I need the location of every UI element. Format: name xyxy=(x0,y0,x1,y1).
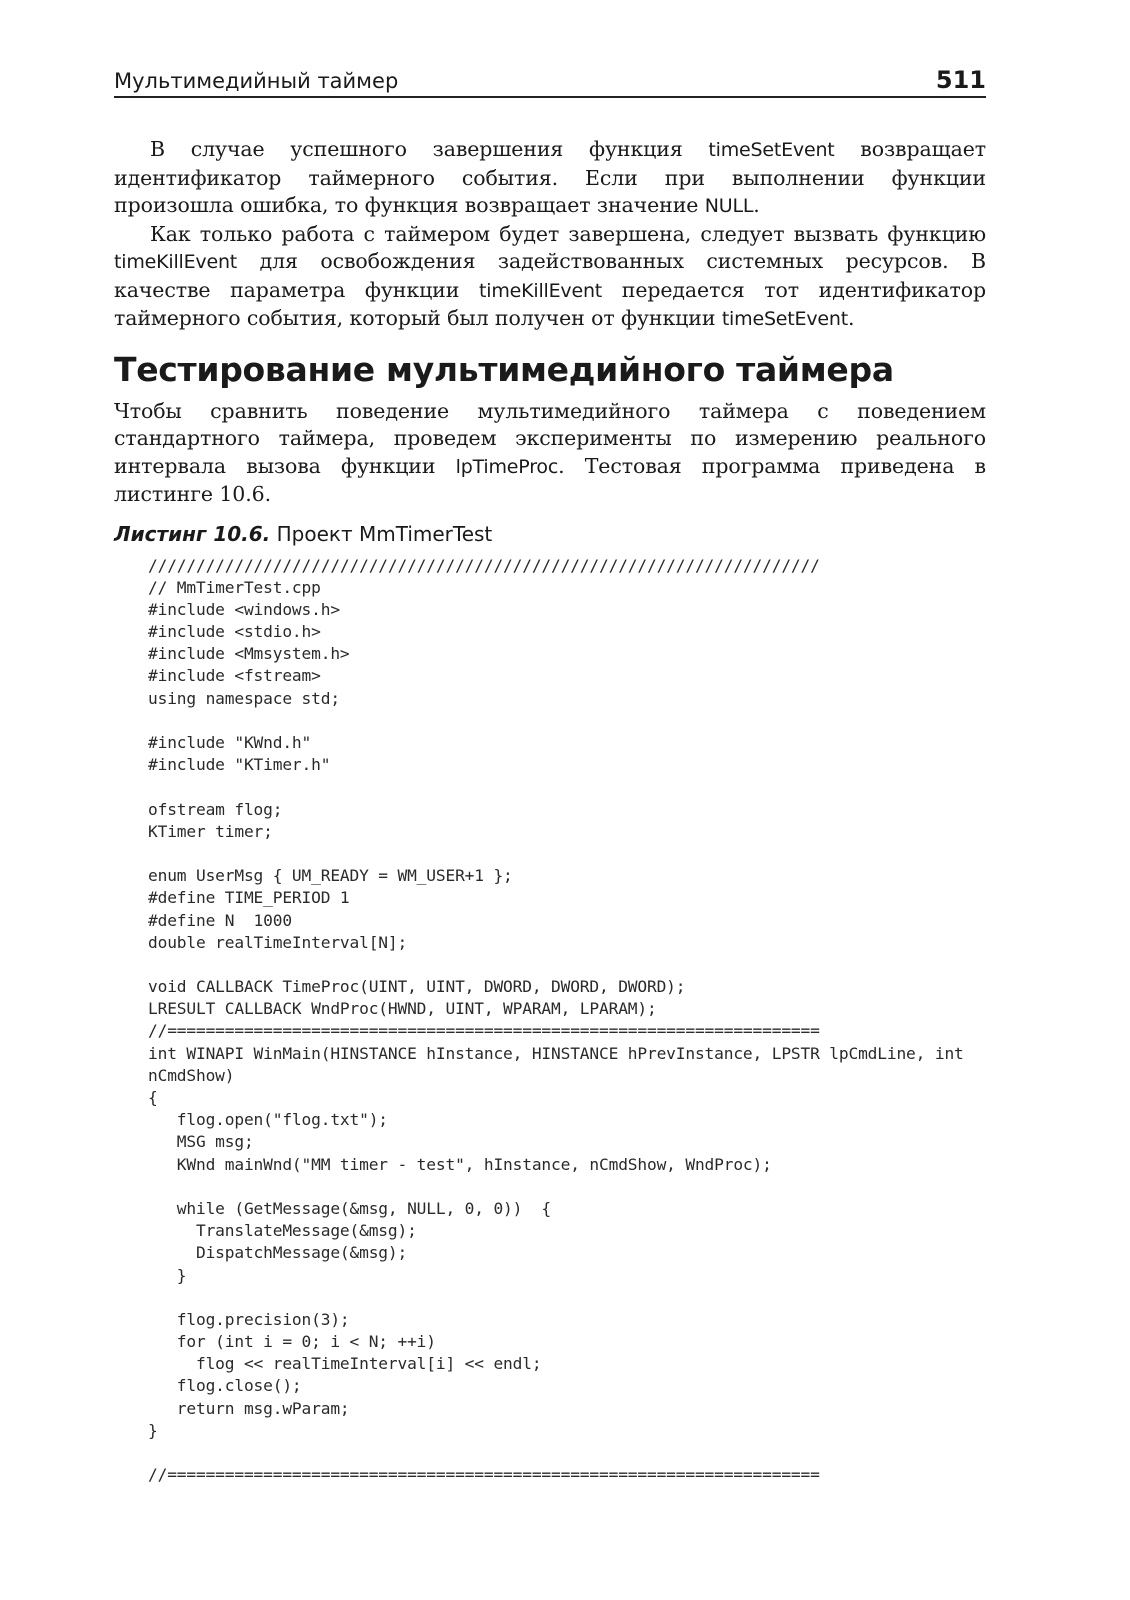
inline-code: timeSetEvent xyxy=(708,139,835,161)
page-number: 511 xyxy=(935,66,986,94)
code-line: flog.precision(3); xyxy=(148,1309,350,1329)
code-line xyxy=(148,954,986,976)
code-line: ////////////////////////////////////////////////////////////////////// xyxy=(148,555,820,575)
code-line: // MmTimerTest.cpp xyxy=(148,577,321,597)
inline-code: timeKillEvent xyxy=(479,279,603,302)
section-heading: Тестирование мультимедийного таймера xyxy=(114,349,894,389)
code-line: #include "KTimer.h" xyxy=(148,755,331,775)
running-header xyxy=(114,58,986,98)
text-run: Как только работа с таймером будет завершена, следует вызвать функцию xyxy=(150,221,986,246)
code-line: #define TIME_PERIOD 1 xyxy=(148,888,350,908)
code-line: //==================================================================== xyxy=(148,1465,820,1485)
text-run: Чтобы сравнить поведение мультимедийного таймера с поведением стандартного таймера, проведем эксперименты по измерению реального интервала вызова функции xyxy=(114,398,986,478)
text-run: В случае успешного завершения функция xyxy=(150,137,709,161)
text-run: . xyxy=(847,306,855,330)
running-title: Мультимедийный таймер xyxy=(114,69,399,93)
inline-code: timeKillEvent xyxy=(114,251,238,273)
code-line: #include "KWnd.h" xyxy=(148,733,312,752)
code-listing xyxy=(148,555,986,1487)
code-line: void CALLBACK TimeProc(UINT, UINT, DWORD, DWORD, DWORD); xyxy=(148,977,686,997)
code-line xyxy=(148,843,986,865)
code-line: } xyxy=(148,1265,187,1285)
code-line: return msg.wParam; xyxy=(148,1398,350,1418)
code-line: #include <Mmsystem.h> xyxy=(148,644,350,664)
paragraph-test-intro xyxy=(114,398,986,509)
code-line: enum UserMsg { UM_READY = WM_USER+1 }; xyxy=(148,866,513,886)
code-line: using namespace std; xyxy=(148,688,340,708)
code-line: #define N 1000 xyxy=(148,910,292,930)
code-line: double realTimeInterval[N]; xyxy=(148,932,408,952)
code-line xyxy=(148,710,986,732)
text-run: . xyxy=(753,193,760,217)
code-line: KWnd mainWnd("MM timer - test", hInstance, nCmdShow, WndProc); xyxy=(148,1154,772,1174)
code-line: for (int i = 0; i < N; ++i) xyxy=(148,1332,436,1352)
code-line: nCmdShow) xyxy=(148,1065,235,1085)
code-line: MSG msg; xyxy=(148,1132,254,1152)
inline-code: lpTimeProc xyxy=(455,455,559,478)
text-run: для освобождения задействованных системных ресурсов. В качестве параметра функции xyxy=(114,249,986,302)
code-line: #include <fstream> xyxy=(148,666,321,686)
code-line xyxy=(148,776,986,798)
code-line: #include <windows.h> xyxy=(148,599,340,619)
code-line: DispatchMessage(&msg); xyxy=(148,1243,408,1263)
listing-caption xyxy=(114,521,986,547)
text-run: возвращает идентификатор таймерного события. Если при выполнении функции произошла ошибка, то функция возвращает значение xyxy=(114,137,986,217)
code-line xyxy=(148,1287,986,1309)
code-line: KTimer timer; xyxy=(148,821,273,841)
code-line: while (GetMessage(&msg, NULL, 0, 0)) { xyxy=(148,1198,552,1218)
code-line: #include <stdio.h> xyxy=(148,622,321,642)
code-line: flog.close(); xyxy=(148,1376,302,1396)
code-line: //==================================================================== xyxy=(148,1021,820,1041)
listing-title: Проект MmTimerTest xyxy=(270,521,493,546)
text-run: . Тестовая программа приведена в листинге 10.6. xyxy=(114,453,986,506)
book-page xyxy=(114,58,986,1486)
listing-label: Листинг 10.6. xyxy=(114,521,271,546)
paragraph-kill-event xyxy=(114,221,986,334)
code-line: flog.open("flog.txt"); xyxy=(148,1110,388,1130)
code-line: int WINAPI WinMain(HINSTANCE hInstance, HINSTANCE hPrevInstance, LPSTR lpCmdLine, int xyxy=(148,1043,964,1063)
code-line: } xyxy=(148,1420,158,1440)
code-line: ofstream flog; xyxy=(148,799,283,819)
code-line: LRESULT CALLBACK WndProc(HWND, UINT, WPARAM, LPARAM); xyxy=(148,999,657,1019)
inline-code: NULL xyxy=(704,195,754,217)
inline-code: timeSetEvent xyxy=(721,308,848,330)
code-line xyxy=(148,1442,986,1464)
text-run: передается тот идентификатор таймерного события, который был получен от функции xyxy=(114,277,986,330)
code-line: TranslateMessage(&msg); xyxy=(148,1221,417,1241)
code-line: { xyxy=(148,1088,158,1107)
code-line xyxy=(148,1176,986,1198)
paragraph-success-return xyxy=(114,136,986,221)
code-line: flog << realTimeInterval[i] << endl; xyxy=(148,1354,542,1374)
